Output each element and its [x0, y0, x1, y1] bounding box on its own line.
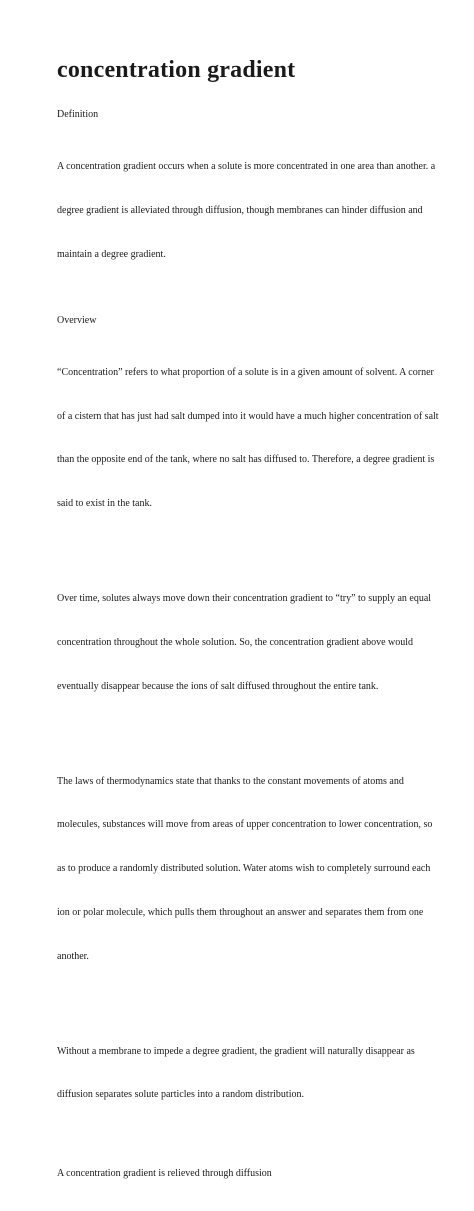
over-time-paragraph	[57, 563, 432, 724]
membrane-paragraph	[57, 1015, 421, 1132]
text-line: The laws of thermodynamics state that thanks to the constant movements of atoms and	[57, 775, 404, 787]
definition-paragraph	[57, 131, 436, 292]
text-line: than the opposite end of the tank, where no salt has diffused to. Therefore, a degree gradient is	[57, 454, 435, 466]
overview-heading: Overview	[57, 314, 97, 326]
text-line: of a cistern that has just had salt dumped into it would have a much higher concentration of salt	[57, 410, 439, 422]
text-line: diffusion separates solute particles into a random distribution.	[57, 1089, 304, 1101]
definition-heading: Definition	[57, 109, 99, 120]
text-line: as to produce a randomly distributed solution. Water atoms wish to completely surround each	[57, 863, 431, 875]
document-title: concentration gradient	[57, 57, 296, 83]
text-line: Over time, solutes always move down their concentration gradient to “try” to supply an equal	[57, 593, 432, 605]
text-line: said to exist in the tank.	[57, 498, 152, 510]
text-line: eventually disappear because the ions of salt diffused throughout the entire tank.	[57, 680, 379, 692]
text-line: maintain a degree gradient.	[57, 248, 166, 260]
summary-paragraph	[57, 1138, 421, 1211]
text-line: degree gradient is alleviated through diffusion, though membranes can hinder diffusion and	[57, 204, 423, 216]
thermodynamics-paragraph	[57, 745, 433, 993]
overview-paragraph	[57, 337, 439, 541]
text-line: A concentration gradient is relieved through diffusion	[57, 1168, 272, 1180]
text-line: A concentration gradient occurs when a solute is more concentrated in one area than another. a	[57, 161, 436, 173]
text-line: Without a membrane to impede a degree gradient, the gradient will naturally disappear as	[57, 1045, 415, 1057]
text-line: concentration throughout the whole solution. So, the concentration gradient above would	[57, 636, 414, 648]
document-body	[57, 108, 439, 1211]
text-line: ion or polar molecule, which pulls them throughout an answer and separates them from one	[57, 906, 424, 918]
text-line: another.	[57, 950, 89, 962]
text-line: “Concentration” refers to what proportion of a solute is in a given amount of solvent. A corner	[57, 366, 434, 378]
text-line: molecules, substances will move from areas of upper concentration to lower concentration, so	[57, 819, 433, 831]
